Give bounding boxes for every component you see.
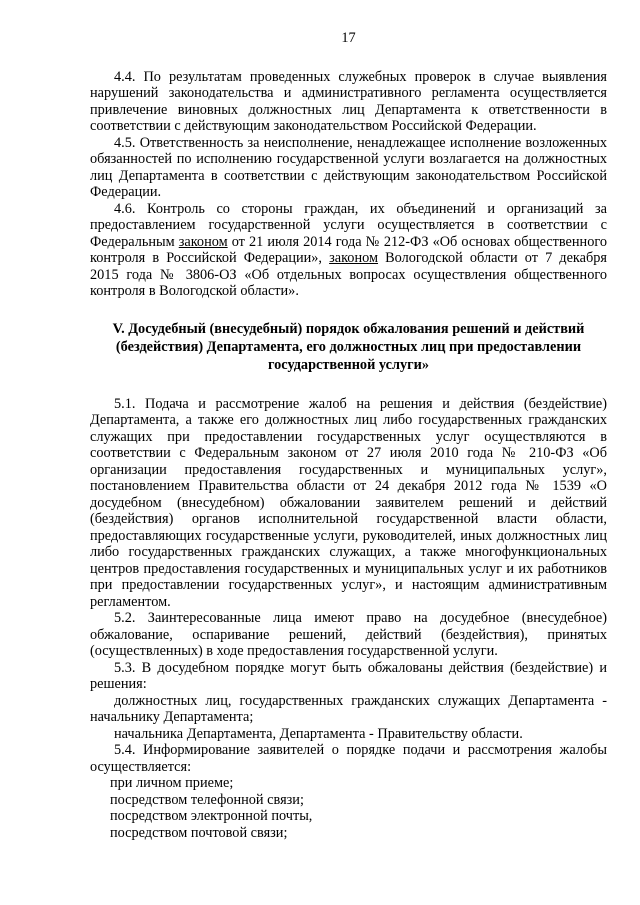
law-link-1[interactable]: законом [178,233,228,250]
paragraph-5-3-item-a: должностных лиц, государственных гражданских служащих Департамента - начальнику Департамента; [90,692,607,725]
law-link-2[interactable]: законом [329,250,379,266]
paragraph-5-3-item-b: начальника Департамента, Департамента - Правительству области. [114,725,523,742]
paragraph-4-6 [90,201,607,300]
section-heading: V. Досудебный (внесудебный) порядок обжалования решений и действий (бездействия) Департамента, его должностных лиц при предоставлении государственной услуги» [112,320,585,373]
paragraph-4-5: 4.5. Ответственность за неисполнение, ненадлежащее исполнение возложенных обязанностей по исполнению государственной услуги возлагается на должностных лиц Департамента в соответствии с действующим законодательством Российской Федерации. [90,134,607,200]
paragraph-4-6-text-3: Вологодской области от 7 декабря 2015 года № 3806-ОЗ «Об отдельных вопросах осуществления общественного контроля в Вологодской области». [90,250,608,299]
paragraph-5-1: 5.1. Подача и рассмотрение жалоб на решения и действия (бездействие) Департамента, а также его должностных лиц либо государственных гражданских служащих при предоставлении государственных услуг осуществляются в соответствии с Федеральным законом от 27 июля 2010 года № 210-ФЗ «Об организации предоставления государственных и муниципальных услуг», постановлением Правительства области от 24 декабря 2012 года № 1539 «О досудебном (внесудебном) обжаловании заявителем решений и действий (бездействия) органов исполнительной государственной власти области, предоставляющих государственные услуги, руководителей, иных должностных лиц либо государственных гражданских служащих, а также многофункциональных центров предоставления государственных и муниципальных услуг и их работников при предоставлении государственных услуг», и настоящим административным регламентом. [90,395,607,610]
page-number: 17 [341,30,356,46]
paragraph-5-4: 5.4. Информирование заявителей о порядке подачи и рассмотрения жалобы осуществляется: [90,742,607,775]
list-item: посредством электронной почты, [110,808,313,824]
paragraph-4-6-text-2: от 21 июля 2014 года № 212-ФЗ «Об основах общественного контроля в Российской Федерации», [90,233,607,266]
list-item: при личном приеме; [110,775,234,791]
paragraph-5-3: 5.3. В досудебном порядке могут быть обжалованы действия (бездействие) и решения: [90,659,607,692]
list-item: посредством почтовой связи; [110,824,288,841]
paragraph-4-4: 4.4. По результатам проведенных служебных проверок в случае выявления нарушений законодательства и административного регламента осуществляется привлечение виновных должностных лиц Департамента к ответственности в соответствии с действующим законодательством Российской Федерации. [90,68,607,134]
paragraph-4-6-text-1: 4.6. Контроль со стороны граждан, их объединений и организаций за предоставлением государственной услуги осуществляется в соответствии с Федеральным [90,200,607,250]
list-item: посредством телефонной связи; [110,791,304,808]
paragraph-5-2: 5.2. Заинтересованные лица имеют право на досудебное (внесудебное) обжалование, оспаривание решений, действий (бездействия), принятых (осуществленных) в ходе предоставления государственной услуги. [90,610,607,659]
